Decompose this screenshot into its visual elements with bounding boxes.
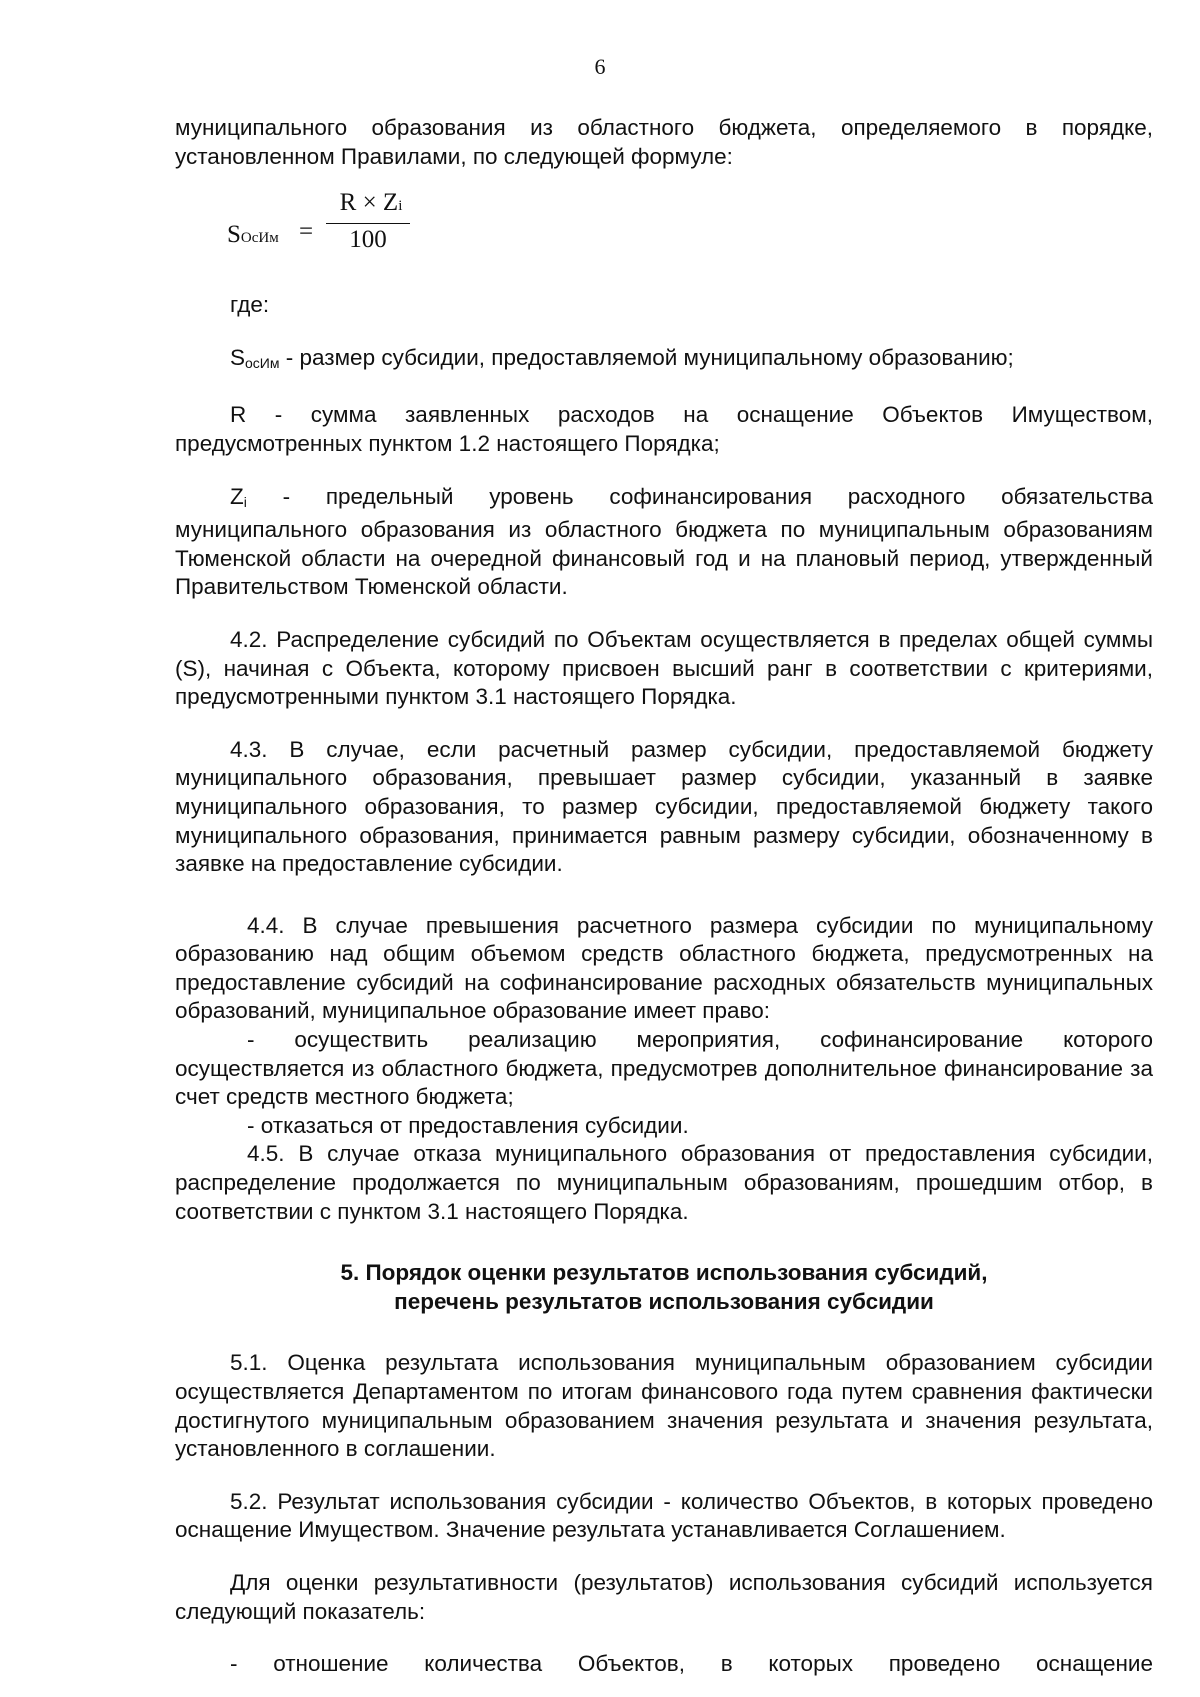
formula-denominator: 100: [349, 226, 387, 254]
paragraph-5-1: 5.1. Оценка результата использования муниципальным образованием субсидии осуществляется Департаментом по итогам финансового года путем сравнения фактически достигнутого муниципальным образованием значения результата и значения результата, установленного в соглашении.: [175, 1350, 1153, 1462]
definition-s-subscript: осИм: [245, 354, 280, 371]
spacer: [175, 1545, 1153, 1569]
spacer: [175, 712, 1153, 736]
formula-equals: =: [299, 218, 314, 246]
spacer: [175, 377, 1153, 401]
where-label: где:: [230, 292, 270, 318]
definition-z: [175, 483, 1153, 602]
spacer: [175, 602, 1153, 626]
spacer: [175, 320, 1153, 344]
paragraph-4-4-item-1: - осуществить реализацию мероприятия, софинансирование которого осуществляется из областного бюджета, предусмотрев дополнительное финансирование за счет средств местного бюджета;: [175, 1027, 1153, 1110]
formula-fraction-bar: [326, 223, 410, 224]
formula-numerator-main: R × Z: [339, 189, 399, 217]
formula-lhs: [227, 221, 279, 253]
definition-s-text: - размер субсидии, предоставляемой муниципальному образованию;: [279, 344, 1014, 370]
intro-paragraph: муниципального образования из областного бюджета, определяемого в порядке, установленном Правилами, по следующей формуле:: [175, 115, 1153, 169]
section-5-heading-line-1: 5. Порядок оценки результатов использования субсидий,: [340, 1260, 988, 1286]
formula-fraction: [326, 189, 410, 258]
definition-r: R - сумма заявленных расходов на оснащение Объектов Имуществом, предусмотренных пунктом 1.2 настоящего Порядка;: [175, 402, 1153, 456]
paragraph-last: - отношение количества Объектов, в которых проведено оснащение: [230, 1651, 1153, 1677]
definition-z-subscript: i: [243, 493, 247, 510]
formula-lhs-symbol: S: [227, 221, 241, 249]
paragraph-4-5: 4.5. В случае отказа муниципального образования от предоставления субсидии, распределение продолжается по муниципальным образованиям, прошедшим отбор, в соответствии с пунктом 3.1 настоящего Порядка.: [175, 1141, 1153, 1224]
formula-numerator-subscript: i: [398, 198, 403, 215]
section-5-heading-line-2: перечень результатов использования субсидии: [394, 1288, 934, 1314]
page-number: 6: [594, 54, 606, 79]
formula-lhs-subscript: ОсИм: [240, 230, 279, 247]
spacer: [175, 1626, 1153, 1650]
definition-z-text: - предельный уровень софинансирования расходного обязательства муниципального образования из областного бюджета по муниципальным образованиям Тюменской области на очередной финансовый год и на плановый период, утвержденный Правительством Тюменской области.: [175, 483, 1153, 600]
paragraph-4-2: 4.2. Распределение субсидий по Объектам осуществляется в пределах общей суммы (S), начиная с Объекта, которому присвоен высший ранг в соответствии с критериями, предусмотренными пунктом 3.1 настоящего Порядка.: [175, 626, 1153, 710]
spacer: [175, 1464, 1153, 1488]
spacer: [175, 879, 1153, 912]
paragraph-4-4-item-2: - отказаться от предоставления субсидии.: [247, 1112, 689, 1138]
document-body: [175, 114, 1153, 1679]
paragraph-5-2: 5.2. Результат использования субсидии - количество Объектов, в которых проведено оснащение Имуществом. Значение результата устанавливается Соглашением.: [175, 1488, 1153, 1543]
formula-numerator: [326, 189, 410, 221]
definition-s: [175, 344, 1153, 378]
spacer: [175, 1316, 1153, 1349]
subsidy-formula: [227, 171, 1153, 291]
paragraph-4-4: 4.4. В случае превышения расчетного размера субсидии по муниципальному образованию над общим объемом средств областного бюджета, предусмотренных на предоставление субсидий на софинансирование расходных обязательств муниципальных образований, муниципальное образование имеет право:: [175, 912, 1153, 1024]
paragraph-4-3: 4.3. В случае, если расчетный размер субсидии, предоставляемой бюджету муниципального образования, превышает размер субсидии, указанный в заявке муниципального образования, то размер субсидии, предоставляемой бюджету такого муниципального образования, принимается равным размеру субсидии, обозначенному в заявке на предоставление субсидии.: [175, 736, 1153, 877]
spacer: [175, 1226, 1153, 1259]
spacer: [175, 459, 1153, 483]
paragraph-indicator: Для оценки результативности (результатов) использования субсидий используется следующий показатель:: [175, 1569, 1153, 1624]
definition-s-symbol: S: [230, 344, 246, 370]
definition-z-symbol: Z: [230, 483, 244, 509]
